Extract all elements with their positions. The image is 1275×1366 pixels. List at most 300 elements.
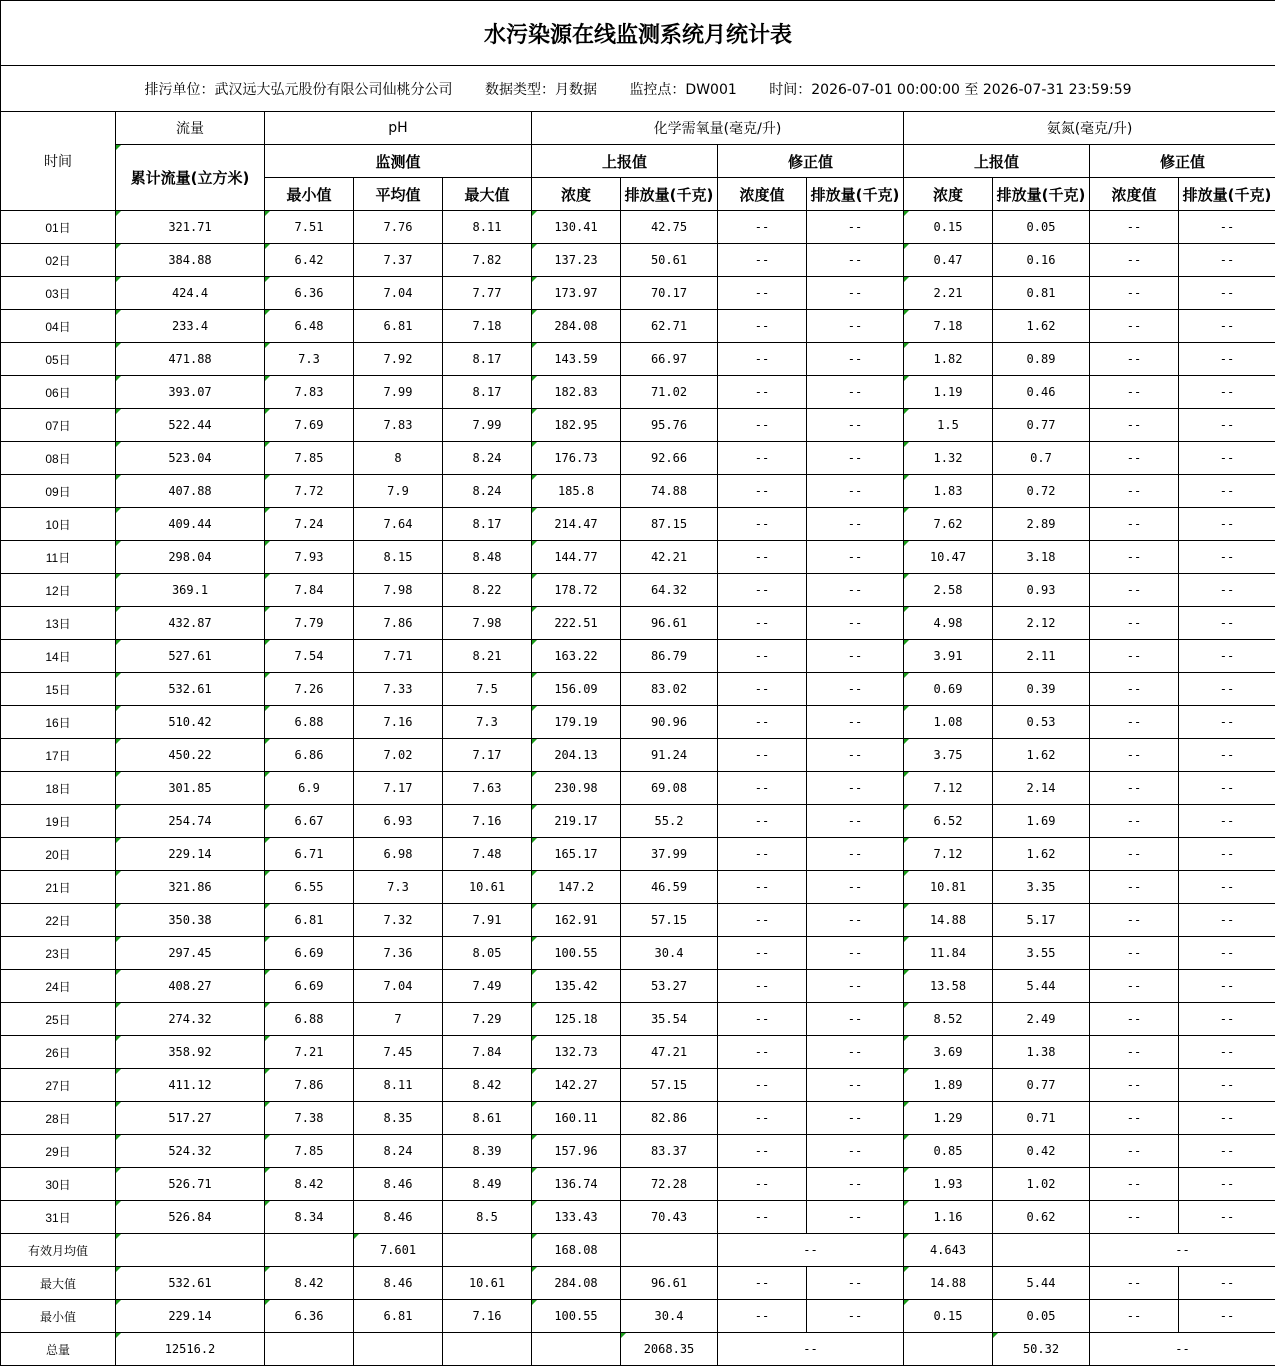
summary-cell	[265, 1234, 354, 1267]
table-cell: --	[718, 574, 807, 607]
table-row	[1, 211, 1275, 244]
table-cell: --	[718, 607, 807, 640]
table-cell: 143.59	[532, 343, 621, 376]
table-cell: 7.93	[265, 541, 354, 574]
table-cell: 6.88	[265, 1003, 354, 1036]
table-cell: --	[807, 1003, 904, 1036]
table-cell: 432.87	[116, 607, 265, 640]
table-row	[1, 937, 1275, 970]
table-cell: 411.12	[116, 1069, 265, 1102]
summary-avg-row	[1, 1234, 1275, 1267]
table-cell: 527.61	[116, 640, 265, 673]
table-row	[1, 640, 1275, 673]
table-cell: --	[807, 1201, 904, 1234]
table-row	[1, 1135, 1275, 1168]
table-cell: 182.83	[532, 376, 621, 409]
table-cell: --	[1090, 376, 1179, 409]
table-cell: 2.58	[904, 574, 993, 607]
table-cell: 2.89	[993, 508, 1090, 541]
table-cell: 8.42	[265, 1168, 354, 1201]
table-cell: --	[1179, 541, 1275, 574]
table-cell: 0.69	[904, 673, 993, 706]
row-day-label: 22日	[1, 904, 116, 937]
summary-cell: --	[807, 1300, 904, 1333]
table-cell: 147.2	[532, 871, 621, 904]
summary-cell	[993, 1234, 1090, 1267]
table-cell: 47.21	[621, 1036, 718, 1069]
table-cell: 229.14	[116, 838, 265, 871]
row-day-label: 03日	[1, 277, 116, 310]
table-cell: --	[807, 475, 904, 508]
table-cell: 87.15	[621, 508, 718, 541]
summary-cell: 168.08	[532, 1234, 621, 1267]
table-cell: 7.77	[443, 277, 532, 310]
table-cell: 7.49	[443, 970, 532, 1003]
table-cell: --	[1179, 772, 1275, 805]
table-cell: 8.24	[354, 1135, 443, 1168]
table-cell: --	[718, 937, 807, 970]
table-cell: 8.15	[354, 541, 443, 574]
table-cell: --	[1090, 277, 1179, 310]
table-cell: 297.45	[116, 937, 265, 970]
table-cell: 424.4	[116, 277, 265, 310]
table-cell: 95.76	[621, 409, 718, 442]
table-cell: --	[807, 409, 904, 442]
summary-cell	[904, 1333, 993, 1366]
table-cell: 3.91	[904, 640, 993, 673]
table-cell: --	[1090, 1168, 1179, 1201]
summary-cell: --	[718, 1267, 807, 1300]
summary-cell: 12516.2	[116, 1333, 265, 1366]
table-cell: 8.05	[443, 937, 532, 970]
info-data-type: 数据类型：月数据	[484, 81, 597, 98]
table-cell: --	[807, 310, 904, 343]
table-row	[1, 706, 1275, 739]
table-cell: --	[807, 574, 904, 607]
table-cell: 7.72	[265, 475, 354, 508]
table-cell: 46.59	[621, 871, 718, 904]
table-cell: --	[807, 376, 904, 409]
table-cell: 8.39	[443, 1135, 532, 1168]
table-cell: --	[1179, 376, 1275, 409]
table-cell: 7.26	[265, 673, 354, 706]
summary-rows	[1, 1234, 1275, 1366]
table-cell: 42.21	[621, 541, 718, 574]
table-cell: 8.35	[354, 1102, 443, 1135]
summary-cell: 6.81	[354, 1300, 443, 1333]
header-cod-corr-emission: 排放量(千克)	[807, 178, 904, 211]
summary-label: 总量	[1, 1333, 116, 1366]
table-cell: 6.48	[265, 310, 354, 343]
table-row	[1, 739, 1275, 772]
table-cell: 156.09	[532, 673, 621, 706]
table-cell: 321.71	[116, 211, 265, 244]
table-cell: --	[1179, 508, 1275, 541]
summary-cell: 0.15	[904, 1300, 993, 1333]
table-cell: 3.75	[904, 739, 993, 772]
row-day-label: 19日	[1, 805, 116, 838]
table-cell: 1.62	[993, 739, 1090, 772]
table-cell: --	[807, 244, 904, 277]
table-row	[1, 673, 1275, 706]
table-cell: --	[1090, 640, 1179, 673]
header-cod-reported: 上报值	[532, 145, 718, 178]
summary-cell: --	[718, 1333, 904, 1366]
table-cell: 6.42	[265, 244, 354, 277]
table-cell: 301.85	[116, 772, 265, 805]
table-cell: 8.17	[443, 376, 532, 409]
summary-cell: --	[807, 1267, 904, 1300]
summary-cell: --	[1090, 1300, 1179, 1333]
table-row	[1, 1102, 1275, 1135]
table-cell: 7.21	[265, 1036, 354, 1069]
table-cell: 6.36	[265, 277, 354, 310]
info-time: 时间：2026-07-01 00:00:00 至 2026-07-31 23:59:59	[769, 81, 1132, 98]
table-cell: 254.74	[116, 805, 265, 838]
table-cell: 53.27	[621, 970, 718, 1003]
table-cell: 284.08	[532, 310, 621, 343]
table-cell: --	[1179, 607, 1275, 640]
table-cell: 3.35	[993, 871, 1090, 904]
table-cell: 6.69	[265, 970, 354, 1003]
summary-cell: 30.4	[621, 1300, 718, 1333]
table-cell: --	[807, 343, 904, 376]
header-nh3-corr-conc: 浓度值	[1090, 178, 1179, 211]
table-cell: --	[718, 904, 807, 937]
table-cell: 7.18	[904, 310, 993, 343]
table-cell: 219.17	[532, 805, 621, 838]
table-cell: 13.58	[904, 970, 993, 1003]
table-cell: --	[718, 706, 807, 739]
table-cell: 8.46	[354, 1168, 443, 1201]
table-cell: 524.32	[116, 1135, 265, 1168]
table-cell: 10.47	[904, 541, 993, 574]
table-row	[1, 277, 1275, 310]
table-cell: 86.79	[621, 640, 718, 673]
table-cell: --	[718, 1102, 807, 1135]
table-cell: 7.63	[443, 772, 532, 805]
table-cell: 8.42	[443, 1069, 532, 1102]
table-cell: 142.27	[532, 1069, 621, 1102]
table-cell: --	[1090, 937, 1179, 970]
table-cell: 204.13	[532, 739, 621, 772]
table-cell: --	[1179, 1168, 1275, 1201]
row-day-label: 05日	[1, 343, 116, 376]
table-cell: --	[1090, 1102, 1179, 1135]
table-cell: 176.73	[532, 442, 621, 475]
table-cell: --	[807, 640, 904, 673]
summary-cell	[116, 1234, 265, 1267]
table-cell: 185.8	[532, 475, 621, 508]
table-cell: --	[718, 673, 807, 706]
table-row	[1, 409, 1275, 442]
table-cell: 7.04	[354, 277, 443, 310]
table-cell: 471.88	[116, 343, 265, 376]
table-cell: 92.66	[621, 442, 718, 475]
row-day-label: 04日	[1, 310, 116, 343]
table-cell: 7.29	[443, 1003, 532, 1036]
table-cell: --	[1090, 574, 1179, 607]
table-cell: --	[807, 805, 904, 838]
table-cell: 523.04	[116, 442, 265, 475]
report-title: 水污染源在线监测系统月统计表	[1, 1, 1275, 66]
table-cell: --	[1179, 706, 1275, 739]
table-cell: --	[1090, 1135, 1179, 1168]
table-cell: --	[807, 1102, 904, 1135]
row-day-label: 30日	[1, 1168, 116, 1201]
table-cell: 517.27	[116, 1102, 265, 1135]
table-cell: --	[807, 739, 904, 772]
table-cell: 6.67	[265, 805, 354, 838]
table-row	[1, 607, 1275, 640]
header-cod: 化学需氧量(毫克/升)	[532, 112, 904, 145]
table-cell: --	[1090, 541, 1179, 574]
table-cell: --	[807, 211, 904, 244]
table-cell: 64.32	[621, 574, 718, 607]
table-cell: --	[807, 442, 904, 475]
header-flow: 流量	[116, 112, 265, 145]
table-cell: --	[718, 772, 807, 805]
summary-cell: 0.05	[993, 1300, 1090, 1333]
table-cell: --	[807, 1168, 904, 1201]
table-cell: 0.42	[993, 1135, 1090, 1168]
table-cell: 1.83	[904, 475, 993, 508]
table-cell: --	[1090, 475, 1179, 508]
table-cell: 222.51	[532, 607, 621, 640]
table-cell: --	[807, 904, 904, 937]
table-cell: --	[1090, 706, 1179, 739]
table-cell: --	[1179, 343, 1275, 376]
table-cell: 6.93	[354, 805, 443, 838]
header-ph-max: 最大值	[443, 178, 532, 211]
table-cell: 5.44	[993, 970, 1090, 1003]
table-cell: --	[1090, 1036, 1179, 1069]
table-cell: 5.17	[993, 904, 1090, 937]
table-cell: --	[1090, 904, 1179, 937]
table-cell: 3.18	[993, 541, 1090, 574]
table-cell: 162.91	[532, 904, 621, 937]
table-cell: 7.18	[443, 310, 532, 343]
table-row	[1, 574, 1275, 607]
table-cell: --	[807, 706, 904, 739]
table-cell: --	[1090, 871, 1179, 904]
table-cell: 7.54	[265, 640, 354, 673]
table-cell: --	[718, 541, 807, 574]
header-cod-conc: 浓度	[532, 178, 621, 211]
header-nh3: 氨氮(毫克/升)	[904, 112, 1275, 145]
table-cell: 7.84	[265, 574, 354, 607]
table-cell: --	[1179, 1135, 1275, 1168]
table-cell: --	[1090, 1201, 1179, 1234]
table-cell: --	[718, 1168, 807, 1201]
table-cell: --	[1179, 1036, 1275, 1069]
table-cell: 71.02	[621, 376, 718, 409]
table-cell: --	[1179, 805, 1275, 838]
table-cell: 1.38	[993, 1036, 1090, 1069]
table-cell: 6.9	[265, 772, 354, 805]
table-cell: --	[807, 277, 904, 310]
summary-cell: --	[1090, 1267, 1179, 1300]
table-cell: 369.1	[116, 574, 265, 607]
summary-cell	[265, 1333, 354, 1366]
table-cell: 6.86	[265, 739, 354, 772]
row-day-label: 29日	[1, 1135, 116, 1168]
table-cell: 50.61	[621, 244, 718, 277]
summary-cell: 50.32	[993, 1333, 1090, 1366]
table-cell: 7.86	[265, 1069, 354, 1102]
table-cell: 8.11	[443, 211, 532, 244]
table-cell: --	[718, 310, 807, 343]
table-cell: --	[807, 871, 904, 904]
table-cell: --	[807, 607, 904, 640]
table-cell: 0.47	[904, 244, 993, 277]
table-cell: 62.71	[621, 310, 718, 343]
table-cell: --	[807, 970, 904, 1003]
table-cell: 409.44	[116, 508, 265, 541]
summary-cell: 4.643	[904, 1234, 993, 1267]
summary-cell: 8.46	[354, 1267, 443, 1300]
table-cell: 96.61	[621, 607, 718, 640]
row-day-label: 23日	[1, 937, 116, 970]
summary-label: 最大值	[1, 1267, 116, 1300]
summary-cell	[354, 1333, 443, 1366]
summary-cell: --	[718, 1234, 904, 1267]
table-cell: 526.71	[116, 1168, 265, 1201]
summary-cell	[443, 1234, 532, 1267]
table-cell: 0.62	[993, 1201, 1090, 1234]
report-info	[1, 66, 1275, 112]
table-row	[1, 442, 1275, 475]
summary-cell: 7.16	[443, 1300, 532, 1333]
table-cell: --	[1179, 409, 1275, 442]
table-cell: --	[718, 1069, 807, 1102]
table-cell: 125.18	[532, 1003, 621, 1036]
table-row	[1, 904, 1275, 937]
table-cell: 350.38	[116, 904, 265, 937]
table-row	[1, 508, 1275, 541]
header-nh3-emission: 排放量(千克)	[993, 178, 1090, 211]
header-cod-corrected: 修正值	[718, 145, 904, 178]
table-cell: 230.98	[532, 772, 621, 805]
table-cell: --	[1179, 211, 1275, 244]
table-cell: 2.49	[993, 1003, 1090, 1036]
row-day-label: 10日	[1, 508, 116, 541]
row-day-label: 06日	[1, 376, 116, 409]
summary-cell: 14.88	[904, 1267, 993, 1300]
header-cod-emission: 排放量(千克)	[621, 178, 718, 211]
table-cell: 0.77	[993, 1069, 1090, 1102]
table-cell: 7.38	[265, 1102, 354, 1135]
row-day-label: 18日	[1, 772, 116, 805]
table-cell: 6.88	[265, 706, 354, 739]
table-cell: 91.24	[621, 739, 718, 772]
row-day-label: 14日	[1, 640, 116, 673]
table-cell: 384.88	[116, 244, 265, 277]
table-cell: --	[718, 838, 807, 871]
table-cell: 1.08	[904, 706, 993, 739]
table-cell: --	[1179, 277, 1275, 310]
table-cell: --	[1090, 409, 1179, 442]
table-cell: 298.04	[116, 541, 265, 574]
table-cell: 7.71	[354, 640, 443, 673]
table-cell: 57.15	[621, 904, 718, 937]
row-day-label: 09日	[1, 475, 116, 508]
table-cell: --	[718, 805, 807, 838]
table-cell: 6.98	[354, 838, 443, 871]
table-cell: 6.81	[265, 904, 354, 937]
row-day-label: 27日	[1, 1069, 116, 1102]
table-cell: --	[718, 1003, 807, 1036]
table-cell: --	[718, 508, 807, 541]
table-cell: --	[718, 409, 807, 442]
table-cell: 179.19	[532, 706, 621, 739]
table-cell: --	[807, 1135, 904, 1168]
header-cod-corr-conc: 浓度值	[718, 178, 807, 211]
summary-cell: 532.61	[116, 1267, 265, 1300]
table-cell: 55.2	[621, 805, 718, 838]
table-cell: 7.99	[443, 409, 532, 442]
table-cell: 7.76	[354, 211, 443, 244]
table-cell: 7.36	[354, 937, 443, 970]
table-cell: 2.12	[993, 607, 1090, 640]
summary-cell: 100.55	[532, 1300, 621, 1333]
table-cell: 7.37	[354, 244, 443, 277]
table-cell: 7.79	[265, 607, 354, 640]
table-cell: 1.62	[993, 838, 1090, 871]
row-day-label: 15日	[1, 673, 116, 706]
table-cell: --	[718, 277, 807, 310]
table-cell: 532.61	[116, 673, 265, 706]
summary-cell: --	[1090, 1234, 1275, 1267]
row-day-label: 01日	[1, 211, 116, 244]
table-cell: --	[718, 970, 807, 1003]
table-cell: 321.86	[116, 871, 265, 904]
table-row	[1, 871, 1275, 904]
table-cell: 0.93	[993, 574, 1090, 607]
table-cell: 72.28	[621, 1168, 718, 1201]
row-day-label: 28日	[1, 1102, 116, 1135]
header-ph: pH	[265, 112, 532, 145]
table-cell: --	[1090, 607, 1179, 640]
table-cell: 233.4	[116, 310, 265, 343]
table-cell: --	[718, 244, 807, 277]
row-day-label: 08日	[1, 442, 116, 475]
table-cell: 7.48	[443, 838, 532, 871]
summary-cell	[532, 1333, 621, 1366]
summary-label: 最小值	[1, 1300, 116, 1333]
table-cell: --	[1090, 838, 1179, 871]
table-cell: 11.84	[904, 937, 993, 970]
table-cell: 1.19	[904, 376, 993, 409]
table-cell: 0.89	[993, 343, 1090, 376]
table-row	[1, 1036, 1275, 1069]
row-day-label: 31日	[1, 1201, 116, 1234]
table-cell: 7.04	[354, 970, 443, 1003]
table-cell: 8.17	[443, 343, 532, 376]
table-cell: 8.46	[354, 1201, 443, 1234]
table-cell: 7.98	[354, 574, 443, 607]
row-day-label: 26日	[1, 1036, 116, 1069]
row-day-label: 20日	[1, 838, 116, 871]
table-cell: --	[1090, 805, 1179, 838]
summary-cell	[621, 1234, 718, 1267]
row-day-label: 13日	[1, 607, 116, 640]
header-nh3-corr-emission: 排放量(千克)	[1179, 178, 1275, 211]
table-cell: 408.27	[116, 970, 265, 1003]
table-cell: 450.22	[116, 739, 265, 772]
table-cell: 1.32	[904, 442, 993, 475]
table-cell: 165.17	[532, 838, 621, 871]
